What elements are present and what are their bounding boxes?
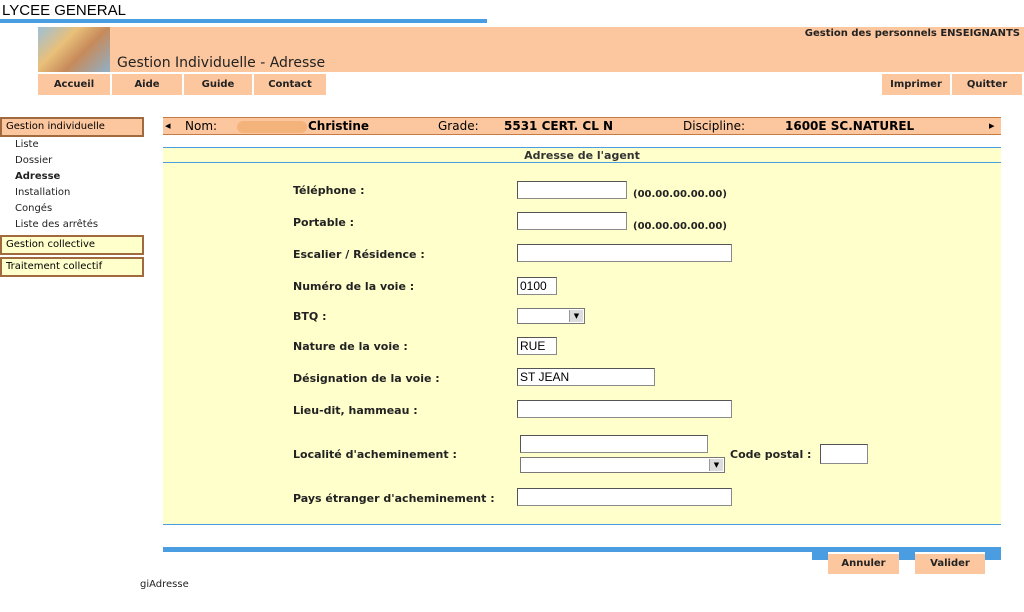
nom-value: Christine xyxy=(308,119,370,133)
section-title-line xyxy=(163,162,1001,163)
top-accent-line xyxy=(0,19,487,23)
code-postal-label: Code postal : xyxy=(730,448,812,461)
page-title: Gestion Individuelle - Adresse xyxy=(117,55,326,71)
sidebar-section-gestion-individuelle[interactable]: Gestion individuelle xyxy=(0,117,144,137)
code-postal-input[interactable] xyxy=(820,444,868,464)
localite-input[interactable] xyxy=(520,435,708,453)
telephone-label: Téléphone : xyxy=(293,184,365,197)
escalier-input[interactable] xyxy=(517,244,732,262)
previous-agent-icon[interactable]: ◂ xyxy=(165,119,171,132)
nature-voie-label: Nature de la voie : xyxy=(293,340,408,353)
btq-select[interactable] xyxy=(517,308,585,324)
sidebar-section-gestion-collective[interactable]: Gestion collective xyxy=(0,235,144,255)
localite-label: Localité d'acheminement : xyxy=(293,448,457,461)
bottom-accent-line xyxy=(163,547,1001,552)
pays-input[interactable] xyxy=(517,488,732,506)
numero-voie-input[interactable] xyxy=(517,277,557,295)
annuler-button[interactable]: Annuler xyxy=(828,554,899,574)
lieu-dit-label: Lieu-dit, hammeau : xyxy=(293,404,418,417)
nav-guide-button[interactable]: Guide xyxy=(184,74,252,95)
discipline-value: 1600E SC.NATUREL xyxy=(785,119,915,133)
telephone-input[interactable] xyxy=(517,181,627,199)
sidebar-item-adresse[interactable]: Adresse xyxy=(15,171,61,182)
sidebar-item-liste[interactable]: Liste xyxy=(15,139,39,150)
button-accent xyxy=(985,552,1001,560)
module-title: Gestion des personnels ENSEIGNANTS xyxy=(804,28,1020,39)
nav-quitter-button[interactable]: Quitter xyxy=(952,74,1022,95)
pays-label: Pays étranger d'acheminement : xyxy=(293,492,495,505)
numero-voie-label: Numéro de la voie : xyxy=(293,280,415,293)
school-name: LYCEE GENERAL xyxy=(2,2,126,19)
btq-label: BTQ : xyxy=(293,310,327,323)
button-accent xyxy=(899,552,915,560)
grade-label: Grade: xyxy=(438,119,479,133)
redacted-name-blur xyxy=(237,121,307,133)
portable-format-hint: (00.00.00.00.00) xyxy=(633,221,727,232)
nav-imprimer-button[interactable]: Imprimer xyxy=(882,74,950,95)
logo-image xyxy=(38,27,110,72)
nav-contact-button[interactable]: Contact xyxy=(254,74,326,95)
designation-voie-label: Désignation de la voie : xyxy=(293,372,440,385)
chevron-down-icon[interactable]: ▼ xyxy=(569,310,583,322)
sidebar-item-liste-arretes[interactable]: Liste des arrêtés xyxy=(15,219,99,230)
chevron-down-icon[interactable]: ▼ xyxy=(709,459,723,471)
nav-accueil-button[interactable]: Accueil xyxy=(38,74,110,95)
portable-label: Portable : xyxy=(293,216,355,229)
nav-aide-button[interactable]: Aide xyxy=(112,74,182,95)
escalier-label: Escalier / Résidence : xyxy=(293,248,425,261)
section-title: Adresse de l'agent xyxy=(524,149,640,162)
sidebar-section-traitement-collectif[interactable]: Traitement collectif xyxy=(0,257,144,277)
sidebar-item-dossier[interactable]: Dossier xyxy=(15,155,53,166)
telephone-format-hint: (00.00.00.00.00) xyxy=(633,189,727,200)
portable-input[interactable] xyxy=(517,212,627,230)
button-accent xyxy=(812,552,828,560)
sidebar-item-conges[interactable]: Congés xyxy=(15,203,53,214)
nature-voie-input[interactable] xyxy=(517,337,557,355)
next-agent-icon[interactable]: ▸ xyxy=(989,119,995,132)
lieu-dit-input[interactable] xyxy=(517,400,732,418)
grade-value: 5531 CERT. CL N xyxy=(504,119,614,133)
page-identifier: giAdresse xyxy=(140,579,189,590)
nom-label: Nom: xyxy=(185,119,218,133)
valider-button[interactable]: Valider xyxy=(915,554,985,574)
sidebar-item-installation[interactable]: Installation xyxy=(15,187,71,198)
designation-voie-input[interactable] xyxy=(517,368,655,386)
agent-info-bar xyxy=(163,117,1001,135)
localite-select[interactable] xyxy=(520,457,725,473)
discipline-label: Discipline: xyxy=(683,119,746,133)
